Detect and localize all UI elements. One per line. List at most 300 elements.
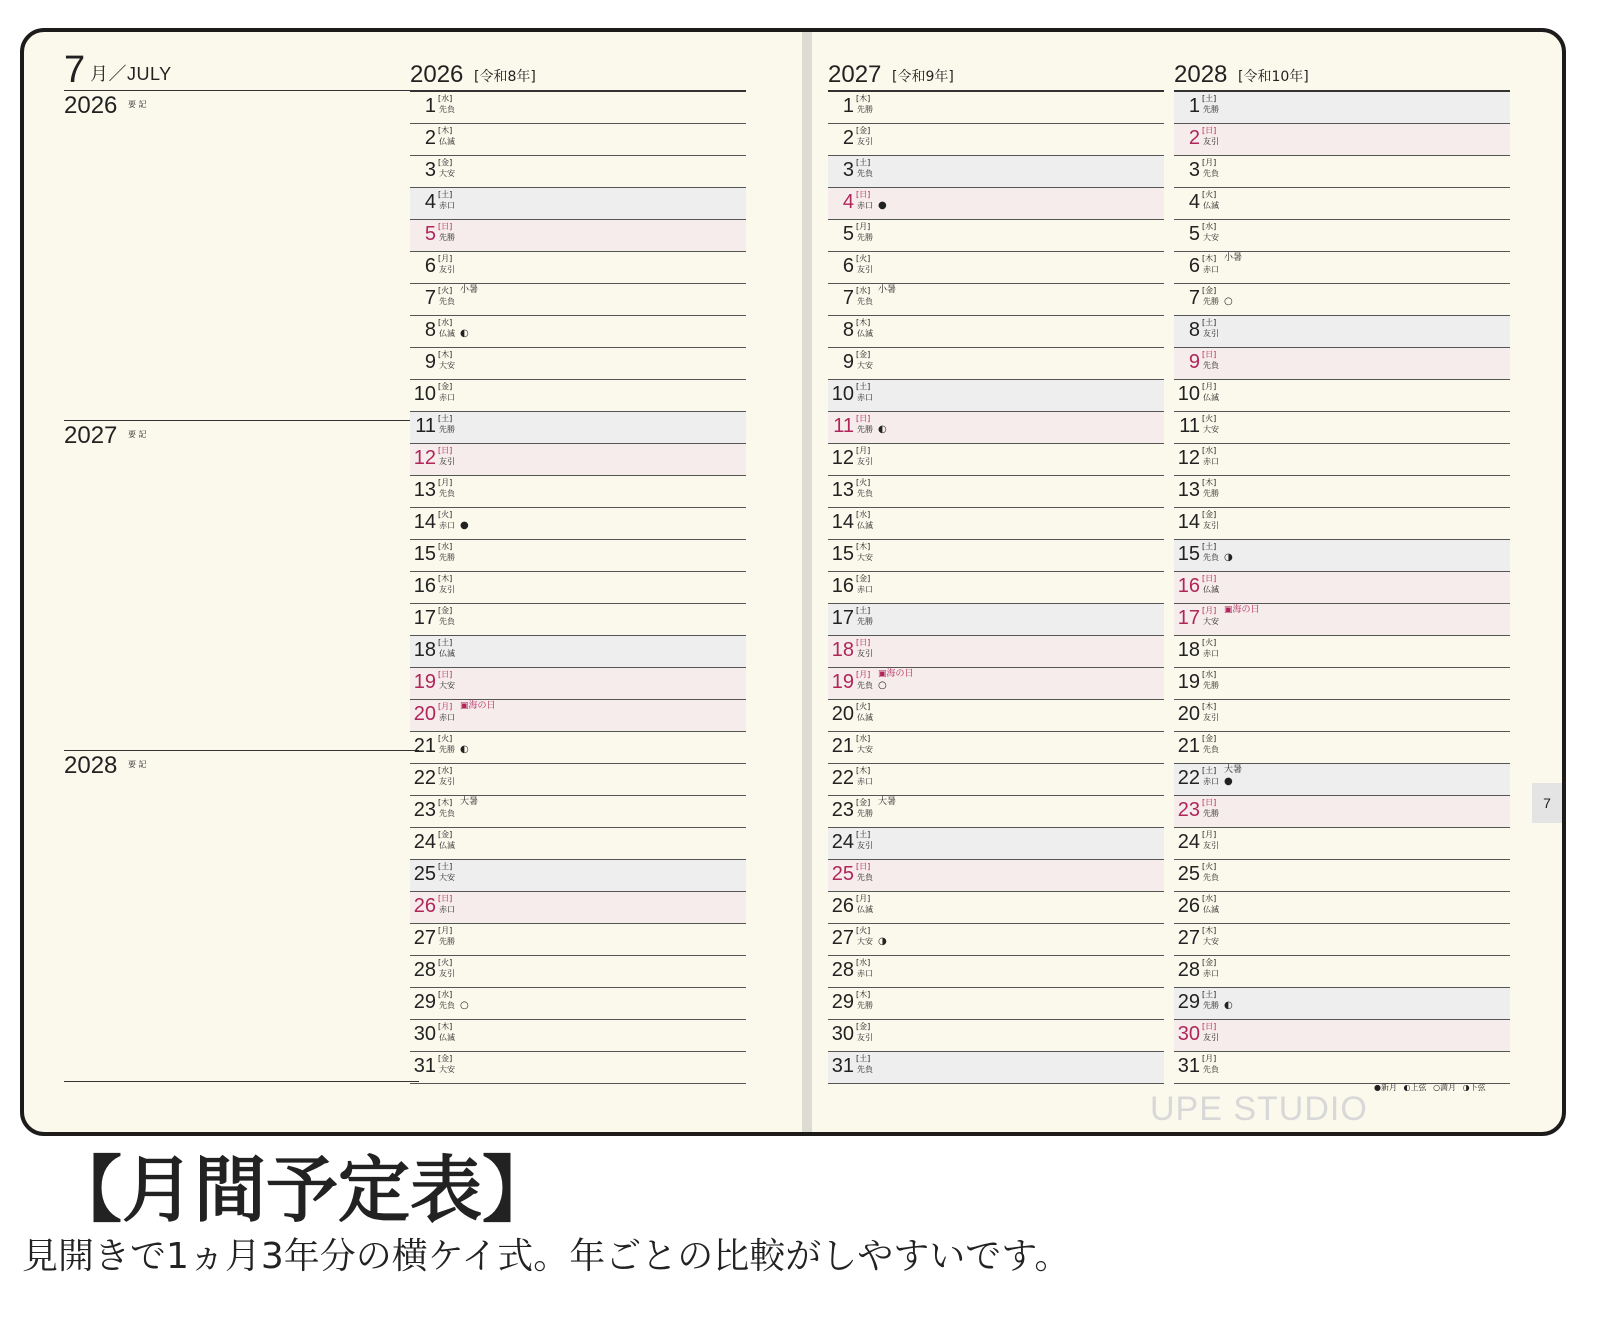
rokuyo: 先勝 [1203, 105, 1219, 114]
day-number: 19 [1177, 671, 1200, 693]
rokuyo: 先勝 [439, 937, 455, 946]
day-row[interactable] [1174, 892, 1510, 924]
legend-item: ●新月 [1374, 1083, 1397, 1092]
rokuyo: 大安 [439, 169, 455, 178]
rokuyo: 先負 [439, 297, 455, 306]
memo-block-2027[interactable] [64, 422, 419, 760]
memo-year: 2026 [64, 92, 118, 119]
day-row[interactable] [1174, 348, 1510, 380]
day-row[interactable] [1174, 540, 1510, 572]
day-number: 11 [1179, 415, 1200, 437]
day-row[interactable] [828, 572, 1164, 604]
weekday: [日] [438, 894, 453, 903]
day-row[interactable] [1174, 1020, 1510, 1052]
day-row[interactable] [1174, 572, 1510, 604]
day-event: 大暑 [1224, 765, 1243, 775]
day-row[interactable] [410, 732, 746, 764]
day-number: 22 [413, 767, 436, 789]
day-row[interactable] [1174, 412, 1510, 444]
weekday: [火] [1202, 638, 1217, 647]
day-row[interactable] [828, 444, 1164, 476]
column-year: 2027 [828, 61, 882, 88]
day-row[interactable] [828, 764, 1164, 796]
rokuyo: 先負 [857, 681, 873, 690]
memo-divider [64, 90, 419, 91]
day-row[interactable] [1174, 380, 1510, 412]
moon-phase-icon: ◐ [460, 744, 469, 755]
day-row[interactable] [828, 796, 1164, 828]
day-row[interactable] [828, 188, 1164, 220]
day-row[interactable] [1174, 732, 1510, 764]
day-number: 20 [1177, 703, 1200, 725]
weekday: [土] [1202, 94, 1217, 103]
day-event: 大暑 [460, 797, 479, 807]
day-row[interactable] [410, 700, 746, 732]
rokuyo: 赤口 [439, 521, 455, 530]
day-row[interactable] [410, 252, 746, 284]
month-header [64, 50, 419, 90]
rokuyo: 大安 [1203, 425, 1219, 434]
memo-label: 要 記 [128, 760, 147, 769]
day-number: 20 [413, 703, 436, 725]
day-row[interactable] [410, 764, 746, 796]
day-row[interactable] [828, 1052, 1164, 1084]
day-row[interactable] [1174, 220, 1510, 252]
weekday: [水] [438, 990, 453, 999]
weekday: [金] [856, 350, 871, 359]
weekday: [日] [438, 670, 453, 679]
rokuyo: 先負 [857, 297, 873, 306]
day-row[interactable] [410, 636, 746, 668]
rokuyo: 赤口 [439, 201, 455, 210]
day-row[interactable] [1174, 508, 1510, 540]
day-number: 15 [413, 543, 436, 565]
day-row[interactable] [1174, 924, 1510, 956]
day-number: 4 [1188, 191, 1200, 213]
day-row[interactable] [828, 732, 1164, 764]
memo-block-2028[interactable] [64, 752, 419, 1090]
day-number: 15 [831, 543, 854, 565]
day-row[interactable] [828, 604, 1164, 636]
weekday: [土] [856, 606, 871, 615]
day-row[interactable] [1174, 156, 1510, 188]
day-event: ▣海の日 [1224, 605, 1260, 615]
day-row[interactable] [410, 124, 746, 156]
weekday: [水] [1202, 670, 1217, 679]
column-era: [令和9年] [892, 69, 954, 85]
day-number: 6 [424, 255, 436, 277]
day-number: 28 [413, 959, 436, 981]
day-number: 7 [842, 287, 854, 309]
rokuyo: 赤口 [1203, 265, 1219, 274]
day-row[interactable] [410, 988, 746, 1020]
rokuyo: 仏滅 [857, 713, 873, 722]
day-row[interactable] [1174, 988, 1510, 1020]
day-row[interactable] [410, 348, 746, 380]
day-number: 27 [831, 927, 854, 949]
moon-phase-icon: ◐ [1224, 1000, 1233, 1011]
day-row[interactable] [1174, 476, 1510, 508]
day-number: 25 [413, 863, 436, 885]
rokuyo: 仏滅 [857, 329, 873, 338]
day-number: 9 [842, 351, 854, 373]
day-number: 30 [831, 1023, 854, 1045]
day-row[interactable] [410, 540, 746, 572]
day-number: 12 [413, 447, 436, 469]
day-number: 31 [413, 1055, 436, 1077]
day-row[interactable] [1174, 796, 1510, 828]
rokuyo: 先負 [1203, 873, 1219, 882]
weekday: [金] [438, 830, 453, 839]
day-number: 4 [424, 191, 436, 213]
day-row[interactable] [410, 380, 746, 412]
rokuyo: 先勝 [857, 425, 873, 434]
weekday: [金] [438, 1054, 453, 1063]
day-number: 2 [1188, 127, 1200, 149]
day-number: 28 [831, 959, 854, 981]
day-event: 小暑 [1224, 253, 1243, 263]
weekday: [木] [856, 542, 871, 551]
weekday: [土] [438, 190, 453, 199]
weekday: [火] [856, 926, 871, 935]
day-row[interactable] [828, 828, 1164, 860]
year-column-2026 [410, 62, 746, 1084]
weekday: [金] [856, 574, 871, 583]
day-row[interactable] [410, 316, 746, 348]
memo-divider [64, 750, 419, 751]
day-row[interactable] [410, 828, 746, 860]
rokuyo: 先負 [857, 169, 873, 178]
day-number: 2 [424, 127, 436, 149]
day-row[interactable] [410, 156, 746, 188]
rokuyo: 大安 [439, 1065, 455, 1074]
weekday: [水] [1202, 894, 1217, 903]
day-row[interactable] [410, 444, 746, 476]
day-number: 11 [415, 415, 436, 437]
day-number: 13 [413, 479, 436, 501]
day-row[interactable] [1174, 124, 1510, 156]
weekday: [月] [1202, 606, 1217, 615]
rokuyo: 仏滅 [439, 137, 455, 146]
day-row[interactable] [828, 892, 1164, 924]
weekday: [火] [1202, 414, 1217, 423]
moon-phase-icon: ○ [1224, 296, 1233, 307]
day-row[interactable] [828, 540, 1164, 572]
day-row[interactable] [828, 380, 1164, 412]
weekday: [火] [1202, 862, 1217, 871]
day-number: 18 [831, 639, 854, 661]
day-number: 24 [831, 831, 854, 853]
day-number: 29 [413, 991, 436, 1013]
rokuyo: 先勝 [439, 425, 455, 434]
rokuyo: 友引 [439, 585, 455, 594]
rokuyo: 赤口 [857, 201, 873, 210]
day-number: 27 [413, 927, 436, 949]
day-number: 14 [413, 511, 436, 533]
day-number: 31 [1177, 1055, 1200, 1077]
day-number: 10 [831, 383, 854, 405]
rokuyo: 先負 [857, 489, 873, 498]
day-row[interactable] [410, 892, 746, 924]
rokuyo: 先勝 [1203, 1001, 1219, 1010]
weekday: [水] [438, 766, 453, 775]
day-row[interactable] [828, 252, 1164, 284]
weekday: [土] [1202, 542, 1217, 551]
weekday: [日] [856, 414, 871, 423]
rokuyo: 先勝 [1203, 489, 1219, 498]
day-row[interactable] [828, 412, 1164, 444]
memo-label: 要 記 [128, 430, 147, 439]
rokuyo: 大安 [439, 681, 455, 690]
day-row[interactable] [1174, 828, 1510, 860]
rokuyo: 大安 [857, 937, 873, 946]
day-row[interactable] [828, 1020, 1164, 1052]
moon-phase-icon: ● [460, 520, 469, 531]
caption-subtitle: 見開きで1ヵ月3年分の横ケイ式。年ごとの比較がしやすいです。 [22, 1236, 1071, 1277]
day-number: 22 [1177, 767, 1200, 789]
rokuyo: 先負 [857, 873, 873, 882]
day-row[interactable] [1174, 316, 1510, 348]
day-row[interactable] [410, 604, 746, 636]
weekday: [金] [856, 126, 871, 135]
day-row[interactable] [828, 156, 1164, 188]
day-row[interactable] [828, 316, 1164, 348]
weekday: [土] [1202, 990, 1217, 999]
day-number: 23 [413, 799, 436, 821]
day-row[interactable] [410, 284, 746, 316]
weekday: [土] [1202, 766, 1217, 775]
day-row[interactable] [1174, 188, 1510, 220]
weekday: [金] [856, 798, 871, 807]
weekday: [火] [438, 286, 453, 295]
day-row[interactable] [410, 92, 746, 124]
rokuyo: 仏滅 [1203, 201, 1219, 210]
legend-item: ○満月 [1433, 1083, 1457, 1092]
day-row[interactable] [828, 956, 1164, 988]
day-row[interactable] [1174, 700, 1510, 732]
day-row[interactable] [1174, 252, 1510, 284]
weekday: [金] [438, 606, 453, 615]
rokuyo: 赤口 [439, 905, 455, 914]
day-row[interactable] [828, 220, 1164, 252]
day-number: 19 [413, 671, 436, 693]
day-row[interactable] [410, 668, 746, 700]
day-row[interactable] [828, 348, 1164, 380]
weekday: [土] [856, 1054, 871, 1063]
rokuyo: 赤口 [1203, 649, 1219, 658]
rokuyo: 先負 [1203, 745, 1219, 754]
rokuyo: 友引 [1203, 713, 1219, 722]
day-row[interactable] [828, 636, 1164, 668]
rokuyo: 先勝 [857, 809, 873, 818]
rokuyo: 先勝 [857, 233, 873, 242]
day-number: 18 [1177, 639, 1200, 661]
day-row[interactable] [1174, 764, 1510, 796]
weekday: [月] [1202, 158, 1217, 167]
weekday: [木] [438, 1022, 453, 1031]
rokuyo: 友引 [857, 457, 873, 466]
day-row[interactable] [410, 572, 746, 604]
rokuyo: 赤口 [1203, 457, 1219, 466]
caption-title: 【月間予定表】 [50, 1148, 555, 1232]
memo-year: 2027 [64, 422, 118, 449]
day-number: 3 [842, 159, 854, 181]
weekday: [金] [438, 382, 453, 391]
day-number: 21 [831, 735, 854, 757]
day-row[interactable] [1174, 284, 1510, 316]
rokuyo: 友引 [857, 649, 873, 658]
day-row[interactable] [1174, 636, 1510, 668]
weekday: [水] [1202, 446, 1217, 455]
month-index-tab[interactable]: 7 [1532, 783, 1562, 823]
moon-phase-icon: ◑ [1224, 552, 1233, 563]
rokuyo: 大安 [1203, 617, 1219, 626]
rokuyo: 大安 [1203, 937, 1219, 946]
rokuyo: 大安 [439, 361, 455, 370]
rokuyo: 先負 [439, 809, 455, 818]
weekday: [木] [438, 126, 453, 135]
rokuyo: 先負 [439, 489, 455, 498]
day-rows [828, 92, 1164, 1084]
day-number: 25 [831, 863, 854, 885]
day-number: 16 [1177, 575, 1200, 597]
rokuyo: 先負 [439, 617, 455, 626]
day-row[interactable] [828, 124, 1164, 156]
column-header [828, 62, 1164, 92]
day-row[interactable] [410, 956, 746, 988]
day-row[interactable] [1174, 444, 1510, 476]
weekday: [日] [856, 862, 871, 871]
weekday: [日] [438, 446, 453, 455]
rokuyo: 友引 [439, 265, 455, 274]
rokuyo: 大安 [439, 873, 455, 882]
day-number: 1 [1188, 95, 1200, 117]
weekday: [金] [1202, 734, 1217, 743]
day-number: 7 [1188, 287, 1200, 309]
day-row[interactable] [828, 508, 1164, 540]
day-row[interactable] [410, 508, 746, 540]
rokuyo: 先負 [1203, 553, 1219, 562]
memo-block-2026[interactable] [64, 92, 419, 430]
rokuyo: 仏滅 [439, 649, 455, 658]
day-row[interactable] [828, 860, 1164, 892]
day-row[interactable] [1174, 668, 1510, 700]
weekday: [水] [856, 734, 871, 743]
day-number: 21 [1177, 735, 1200, 757]
rokuyo: 先勝 [439, 745, 455, 754]
weekday: [木] [438, 350, 453, 359]
rokuyo: 先負 [1203, 361, 1219, 370]
memo-label: 要 記 [128, 100, 147, 109]
rokuyo: 友引 [1203, 137, 1219, 146]
day-row[interactable] [828, 92, 1164, 124]
column-header [1174, 62, 1510, 92]
moon-phase-icon: ● [878, 200, 887, 211]
day-row[interactable] [410, 1020, 746, 1052]
weekday: [火] [1202, 190, 1217, 199]
day-row[interactable] [828, 284, 1164, 316]
weekday: [土] [1202, 318, 1217, 327]
day-row[interactable] [410, 1052, 746, 1084]
day-number: 2 [842, 127, 854, 149]
rokuyo: 大安 [857, 745, 873, 754]
weekday: [月] [856, 670, 871, 679]
day-row[interactable] [410, 924, 746, 956]
day-row[interactable] [828, 476, 1164, 508]
weekday: [土] [438, 638, 453, 647]
day-row[interactable] [1174, 92, 1510, 124]
day-row[interactable] [410, 476, 746, 508]
weekday: [火] [856, 254, 871, 263]
day-row[interactable] [828, 668, 1164, 700]
rokuyo: 友引 [1203, 841, 1219, 850]
legend-item: ◑下弦 [1462, 1083, 1486, 1092]
weekday: [水] [438, 318, 453, 327]
moon-phase-icon: ◐ [878, 424, 887, 435]
year-column-2028 [1174, 62, 1510, 1084]
weekday: [月] [438, 702, 453, 711]
day-number: 12 [1177, 447, 1200, 469]
memo-divider [64, 420, 419, 421]
day-row[interactable] [410, 860, 746, 892]
day-row[interactable] [410, 220, 746, 252]
day-row[interactable] [828, 924, 1164, 956]
page-gutter [802, 32, 812, 1132]
rokuyo: 赤口 [857, 777, 873, 786]
weekday: [日] [1202, 1022, 1217, 1031]
rokuyo: 仏滅 [439, 1033, 455, 1042]
day-number: 23 [1177, 799, 1200, 821]
weekday: [土] [856, 382, 871, 391]
day-row[interactable] [410, 796, 746, 828]
day-row[interactable] [828, 700, 1164, 732]
rokuyo: 仏滅 [439, 329, 455, 338]
rokuyo: 先勝 [1203, 809, 1219, 818]
rokuyo: 友引 [439, 777, 455, 786]
day-number: 26 [1177, 895, 1200, 917]
weekday: [木] [1202, 702, 1217, 711]
day-row[interactable] [410, 188, 746, 220]
weekday: [土] [856, 830, 871, 839]
moon-phase-icon: ◐ [460, 328, 469, 339]
weekday: [水] [438, 542, 453, 551]
day-number: 16 [413, 575, 436, 597]
day-row[interactable] [1174, 956, 1510, 988]
weekday: [月] [1202, 382, 1217, 391]
rokuyo: 先負 [857, 1065, 873, 1074]
day-number: 8 [1188, 319, 1200, 341]
weekday: [火] [438, 510, 453, 519]
moon-phase-legend [1374, 1082, 1490, 1093]
day-row[interactable] [410, 412, 746, 444]
weekday: [月] [438, 926, 453, 935]
day-number: 25 [1177, 863, 1200, 885]
weekday: [土] [856, 158, 871, 167]
day-number: 28 [1177, 959, 1200, 981]
day-number: 5 [424, 223, 436, 245]
day-number: 22 [831, 767, 854, 789]
rokuyo: 先勝 [1203, 297, 1219, 306]
day-row[interactable] [1174, 1052, 1510, 1084]
weekday: [木] [1202, 254, 1217, 263]
day-number: 13 [1177, 479, 1200, 501]
weekday: [木] [1202, 926, 1217, 935]
weekday: [日] [856, 638, 871, 647]
watermark: UPE STUDIO [1150, 1090, 1368, 1128]
day-row[interactable] [1174, 604, 1510, 636]
day-row[interactable] [828, 988, 1164, 1020]
day-row[interactable] [1174, 860, 1510, 892]
